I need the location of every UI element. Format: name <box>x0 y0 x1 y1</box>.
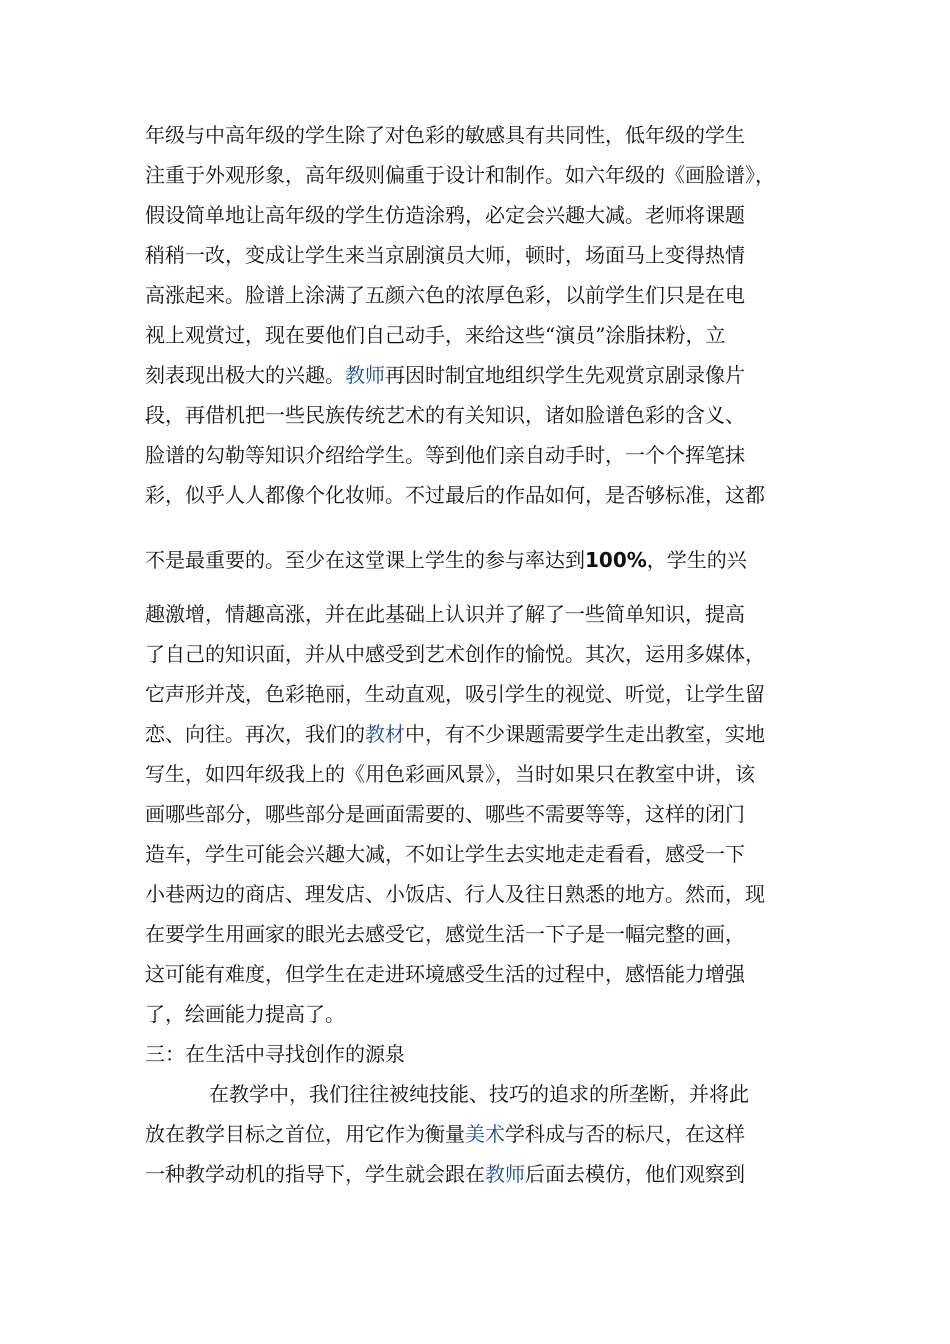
text-segment: 后面去模仿，他们观察到 <box>525 1162 745 1186</box>
text-segment: 一种教学动机的指导下，学生就会跟在 <box>145 1162 485 1186</box>
text-line: 稍稍一改，变成让学生来当京剧演员大师，顿时，场面马上变得热情 <box>145 243 745 267</box>
percentage-value: 100% <box>585 548 647 572</box>
text-line: 假设简单地让高年级的学生仿造涂鸦，必定会兴趣大减。老师将课题 <box>145 203 745 227</box>
text-line: 这可能有难度，但学生在走进环境感受生活的过程中，感悟能力增强 <box>145 962 745 986</box>
link-teacher[interactable]: 教师 <box>345 363 385 387</box>
text-line: 在要学生用画家的眼光去感受它，感觉生活一下子是一幅完整的画， <box>145 922 745 946</box>
text-line <box>145 722 765 746</box>
text-line: 年级与中高年级的学生除了对色彩的敏感具有共同性，低年级的学生 <box>145 123 745 147</box>
text-segment: 恋、向往。再次，我们的 <box>145 722 365 746</box>
text-line: 彩，似乎人人都像个化妆师。不过最后的作品如何，是否够标准，这都 <box>145 483 765 507</box>
text-line <box>145 363 745 387</box>
section-heading: 三：在生活中寻找创作的源泉 <box>145 1042 405 1066</box>
link-teacher[interactable]: 教师 <box>485 1162 525 1186</box>
text-line: 造车，学生可能会兴趣大减，不如让学生去实地走走看看，感受一下 <box>145 842 745 866</box>
text-line: 了，绘画能力提高了。 <box>145 1002 345 1026</box>
text-segment: 放在教学目标之首位，用它作为衡量 <box>145 1122 465 1146</box>
text-line: 视上观赏过，现在要他们自己动手，来给这些“演员”涂脂抹粉，立 <box>145 323 726 347</box>
text-segment: ，学生的兴 <box>646 548 747 572</box>
text-line: 在教学中，我们往往被纯技能、技巧的追求的所垄断，并将此 <box>209 1082 749 1106</box>
text-segment: 不是最重要的。至少在这堂课上学生的参与率达到 <box>145 548 585 572</box>
text-line: 它声形并茂，色彩艳丽，生动直观，吸引学生的视觉、听觉，让学生留 <box>145 682 765 706</box>
text-line: 注重于外观形象，高年级则偏重于设计和制作。如六年级的《画脸谱》， <box>145 163 775 187</box>
text-segment: 再因时制宜地组织学生先观赏京剧录像片 <box>385 363 745 387</box>
link-art[interactable]: 美术 <box>465 1122 505 1146</box>
link-textbook[interactable]: 教材 <box>365 722 405 746</box>
text-line: 画哪些部分，哪些部分是画面需要的、哪些不需要等等，这样的闭门 <box>145 802 745 826</box>
text-line: 段，再借机把一些民族传统艺术的有关知识，诸如脸谱色彩的含义、 <box>145 403 745 427</box>
text-line: 趣激增，情趣高涨，并在此基础上认识并了解了一些简单知识，提高 <box>145 602 745 626</box>
text-segment: 中，有不少课题需要学生走出教室，实地 <box>405 722 765 746</box>
text-line: 脸谱的勾勒等知识介绍给学生。等到他们亲自动手时，一个个挥笔抹 <box>145 443 745 467</box>
text-line: 高涨起来。脸谱上涂满了五颜六色的浓厚色彩，以前学生们只是在电 <box>145 283 745 307</box>
text-line: 写生，如四年级我上的《用色彩画风景》，当时如果只在教室中讲，该 <box>145 762 755 786</box>
text-segment: 学科成与否的标尺，在这样 <box>505 1122 745 1146</box>
text-line: 小巷两边的商店、理发店、小饭店、行人及往日熟悉的地方。然而，现 <box>145 882 765 906</box>
text-line <box>145 548 747 572</box>
text-line <box>145 1122 745 1146</box>
text-line: 了自己的知识面，并从中感受到艺术创作的愉悦。其次，运用多媒体， <box>145 642 765 666</box>
text-segment: 刻表现出极大的兴趣。 <box>145 363 345 387</box>
text-line <box>145 1162 745 1186</box>
